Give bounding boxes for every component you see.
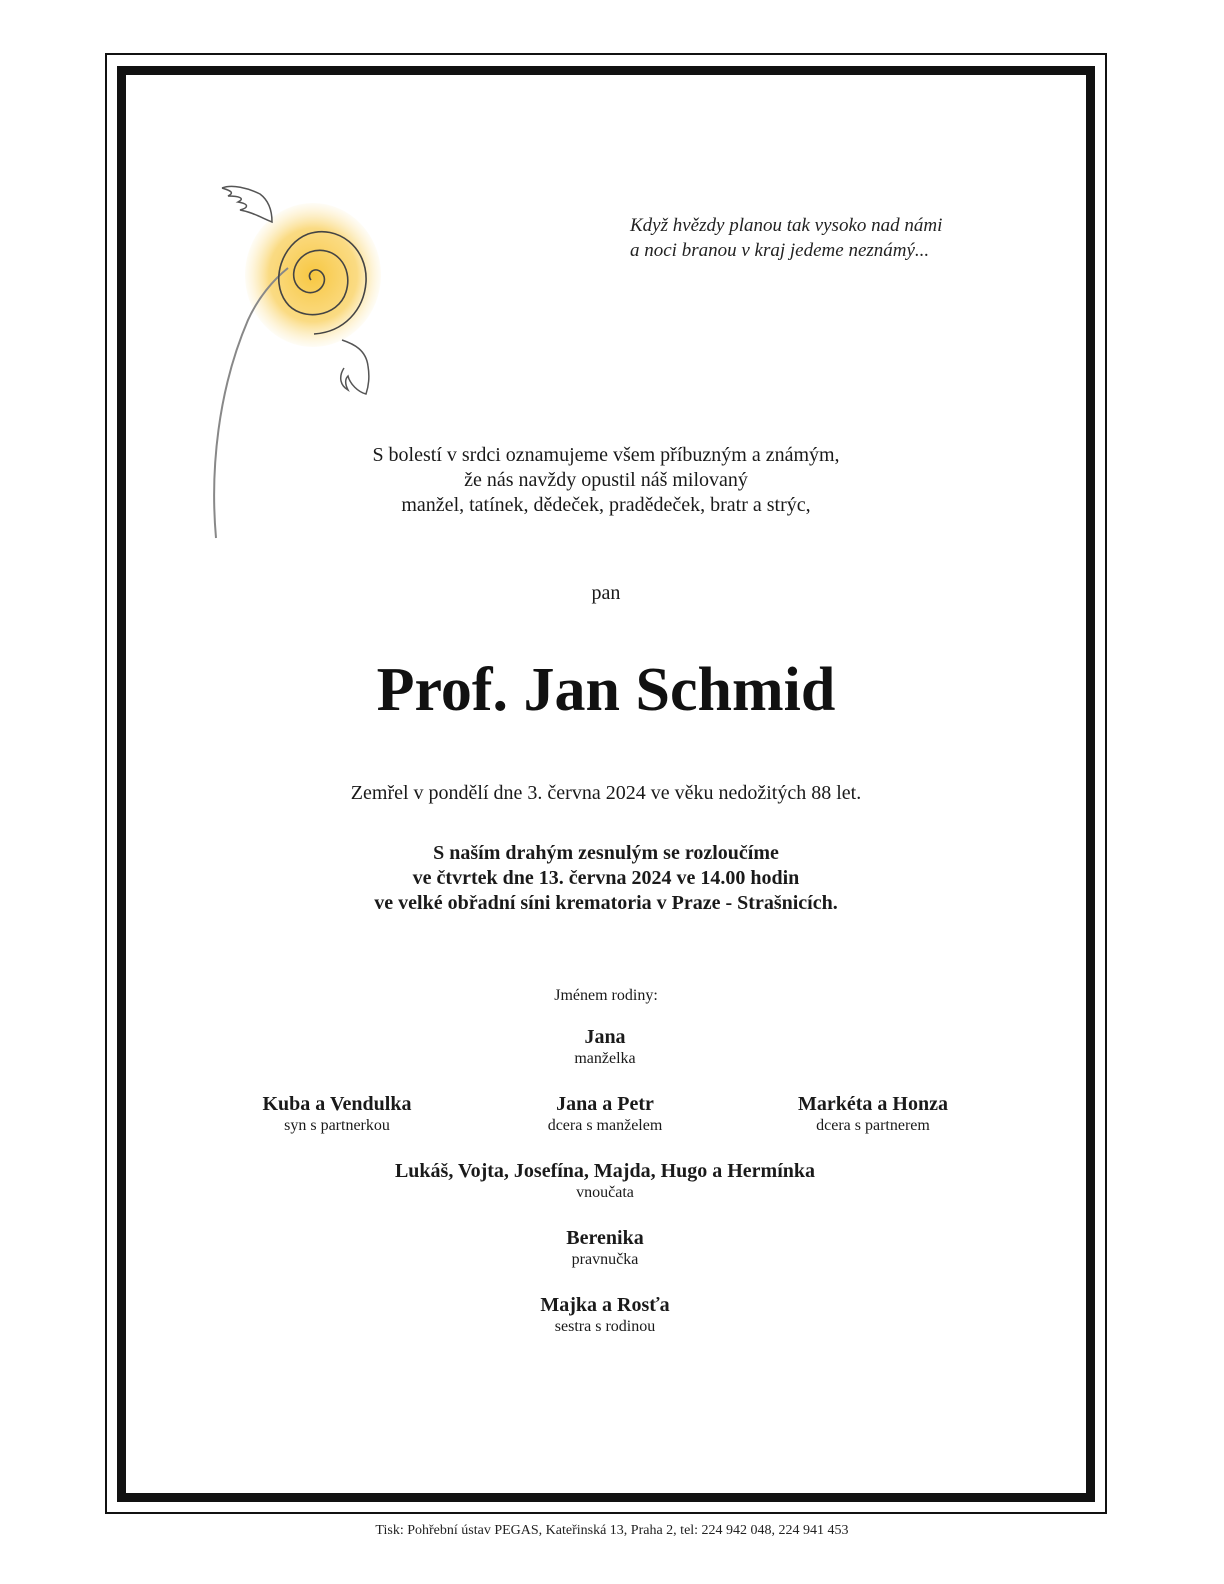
death-notice: Zemřel v pondělí dne 3. června 2024 ve věku nedožitých 88 let. bbox=[350, 782, 862, 804]
family-member-role: syn s partnerkou bbox=[284, 1117, 390, 1134]
family-member-role: manželka bbox=[574, 1050, 636, 1067]
intro-line: že nás navždy opustil náš milovaný bbox=[464, 469, 748, 491]
family-member-name: Jana a Petr bbox=[556, 1093, 654, 1115]
announcement-intro bbox=[117, 443, 1095, 518]
salutation: pan bbox=[591, 582, 621, 604]
family-member-wife bbox=[505, 1025, 705, 1069]
farewell-line: ve čtvrtek dne 13. června 2024 ve 14.00 hodin bbox=[412, 867, 800, 889]
family-member-role: vnoučata bbox=[576, 1184, 634, 1201]
family-member-grandchildren bbox=[305, 1159, 905, 1203]
family-member-daughter bbox=[485, 1092, 725, 1136]
family-member-role: dcera s partnerem bbox=[816, 1117, 930, 1134]
deceased-name: Prof. Jan Schmid bbox=[376, 656, 836, 724]
family-member-name: Markéta a Honza bbox=[798, 1093, 948, 1115]
poem-line: a noci branou v kraj jedeme neznámý... bbox=[630, 240, 930, 261]
family-member-sister bbox=[485, 1293, 725, 1337]
print-footer: Tisk: Pohřební ústav PEGAS, Kateřinská 13, Praha 2, tel: 224 942 048, 224 941 453 bbox=[375, 1523, 849, 1538]
family-member-name: Berenika bbox=[566, 1227, 644, 1249]
family-member-son bbox=[217, 1092, 457, 1136]
family-member-role: pravnučka bbox=[571, 1251, 639, 1268]
farewell-line: S naším drahým zesnulým se rozloučíme bbox=[433, 842, 779, 864]
family-member-name: Jana bbox=[584, 1026, 626, 1048]
farewell-line: ve velké obřadní síni krematoria v Praze - Strašnicích. bbox=[374, 892, 838, 914]
family-member-role: dcera s manželem bbox=[547, 1117, 663, 1134]
family-member-great-granddaughter bbox=[505, 1226, 705, 1270]
intro-line: manžel, tatínek, dědeček, pradědeček, bratr a strýc, bbox=[401, 494, 811, 516]
family-member-role: sestra s rodinou bbox=[554, 1318, 656, 1335]
family-member-name: Kuba a Vendulka bbox=[262, 1093, 412, 1115]
family-member-name: Majka a Rosťa bbox=[540, 1294, 670, 1316]
poem bbox=[630, 213, 942, 263]
poem-line: Když hvězdy planou tak vysoko nad námi bbox=[630, 215, 943, 236]
family-member-name: Lukáš, Vojta, Josefína, Majda, Hugo a Hermínka bbox=[394, 1160, 816, 1182]
farewell-ceremony-info bbox=[117, 841, 1095, 916]
family-label: Jménem rodiny: bbox=[554, 987, 658, 1004]
family-member-daughter bbox=[753, 1092, 993, 1136]
intro-line: S bolestí v srdci oznamujeme všem příbuzným a známým, bbox=[372, 444, 840, 466]
